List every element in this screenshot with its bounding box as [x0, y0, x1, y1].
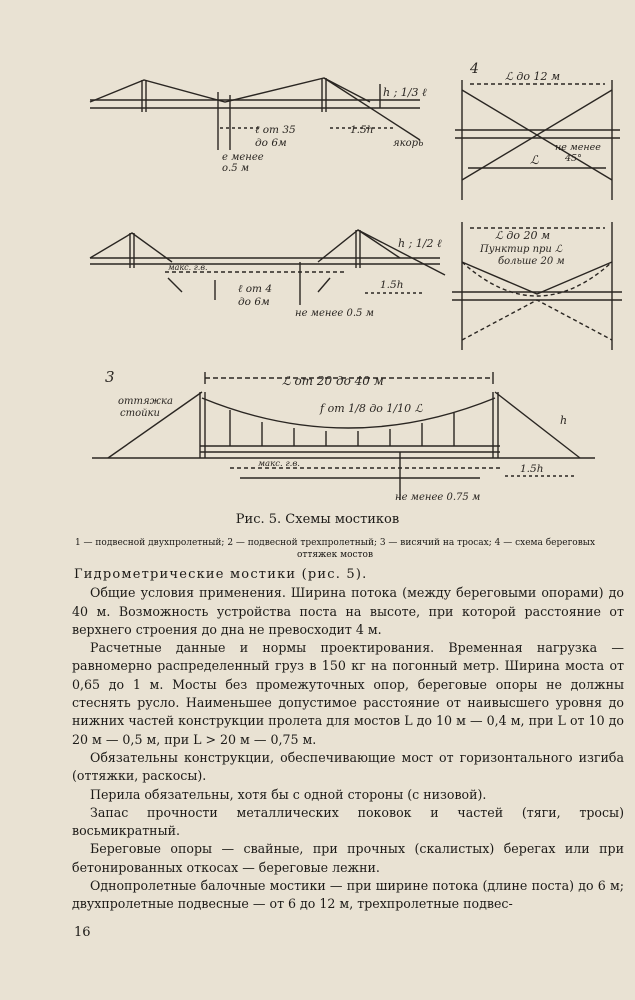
fig3-L-label: ℒ от 20 до 40 м	[282, 374, 384, 388]
paragraph: Береговые опоры — свайные, при прочных (скалистых) берегах или при бетонированных откосах — береговые лежни.	[72, 841, 624, 875]
fig1-15h-label: 1.5h	[350, 124, 374, 136]
fig3-h-label: h	[560, 414, 568, 427]
paragraph: Обязательны конструкции, обеспечивающие мост от горизонтального изгиба (оттяжки, раскосы).	[72, 749, 624, 784]
fig2-h-label: h ; 1/2 ℓ	[398, 237, 442, 250]
fig2-span2-label: до 6м	[238, 296, 270, 308]
paragraph: Общие условия применения. Ширина потока (между береговыми опорами) до 40 м. Возможность устройства поста на высоте, при которой расстояние от верхнего строения до дна не превосходит 4 м.	[72, 585, 624, 637]
fig4-min2-label: 45°	[565, 153, 582, 164]
fig1-span-label: ℓ от 35	[255, 124, 296, 136]
scheme-1	[90, 78, 427, 174]
paragraph: Однопролетные балочные мостики — при ширине потока (длине поста) до 6 м; двухпролетные подвесные — от 6 до 12 м, трехпролетные подвес-	[72, 878, 624, 912]
paragraph: Перила обязательны, хотя бы с одной стороны (с низовой).	[90, 786, 487, 802]
scheme-4	[455, 61, 620, 200]
fig4-number: 4	[470, 61, 479, 77]
fig5-note1-label: Пунктир при ℒ	[480, 244, 563, 255]
fig2-min-label: не менее 0.5 м	[295, 308, 374, 319]
body-text	[72, 566, 624, 914]
scheme-3	[92, 368, 595, 503]
fig1-min1-label: е менее	[222, 152, 264, 163]
figure-legend: 1 — подвесной двухпролетный; 2 — подвесной трехпролетный; 3 — висячий на тросах; 4 — схема береговых оттяжек мостов	[74, 538, 596, 560]
fig4-min1-label: не менее	[555, 142, 601, 153]
fig2-span-label: ℓ от 4	[238, 283, 273, 295]
paragraph: Запас прочности металлических поковок и частей (тяги, тросы) восьмикратный.	[72, 804, 624, 839]
fig5-L-label: ℒ до 20 м	[495, 229, 551, 242]
fig4-L-symbol: ℒ	[530, 153, 539, 167]
fig3-15h-label: 1.5h	[520, 463, 544, 475]
fig2-15h-label: 1.5h	[380, 279, 404, 291]
paragraph: Расчетные данные и нормы проектирования. Временная нагрузка — равномерно распределенный груз в 150 кг на погонный метр. Ширина моста от 0,65 до 1 м. Мосты без промежуточных опор, береговые опоры не должны стеснять русло. Наименьшее допустимое расстояние от наивысшего уровня до нижних частей конструкции пролета для мостов L до 10 м — 0,4 м, при L от 10 до 20 м — 0,5 м, при L > 20 м — 0,75 м.	[72, 640, 624, 747]
fig2-maks-label: макс. г.в.	[168, 263, 208, 272]
scheme-2	[90, 230, 445, 319]
fig3-stay2-label: стойки	[120, 408, 160, 419]
fig1-anchor-label: якорь	[393, 138, 424, 149]
page-number: 16	[74, 925, 91, 940]
fig3-min-label: не менее 0.75 м	[395, 492, 481, 503]
figure-caption: Рис. 5. Схемы мостиков	[235, 512, 400, 527]
fig5-note2-label: больше 20 м	[498, 256, 565, 267]
fig1-span2-label: до 6м	[255, 137, 287, 149]
fig3-maks-label: макс. г.в.	[258, 459, 301, 469]
fig4-L-label: ℒ до 12 м	[505, 70, 561, 83]
fig3-stay1-label: оттяжка	[118, 396, 173, 407]
fig3-number: 3	[105, 368, 115, 386]
fig3-f-label: f от 1/8 до 1/10 ℒ	[320, 402, 423, 415]
fig1-min2-label: о.5 м	[222, 163, 250, 174]
scheme-4-long-span	[452, 222, 622, 350]
section-heading: Гидрометрические мостики (рис. 5).	[74, 567, 368, 582]
fig1-h-label: h ; 1/3 ℓ	[383, 86, 427, 99]
